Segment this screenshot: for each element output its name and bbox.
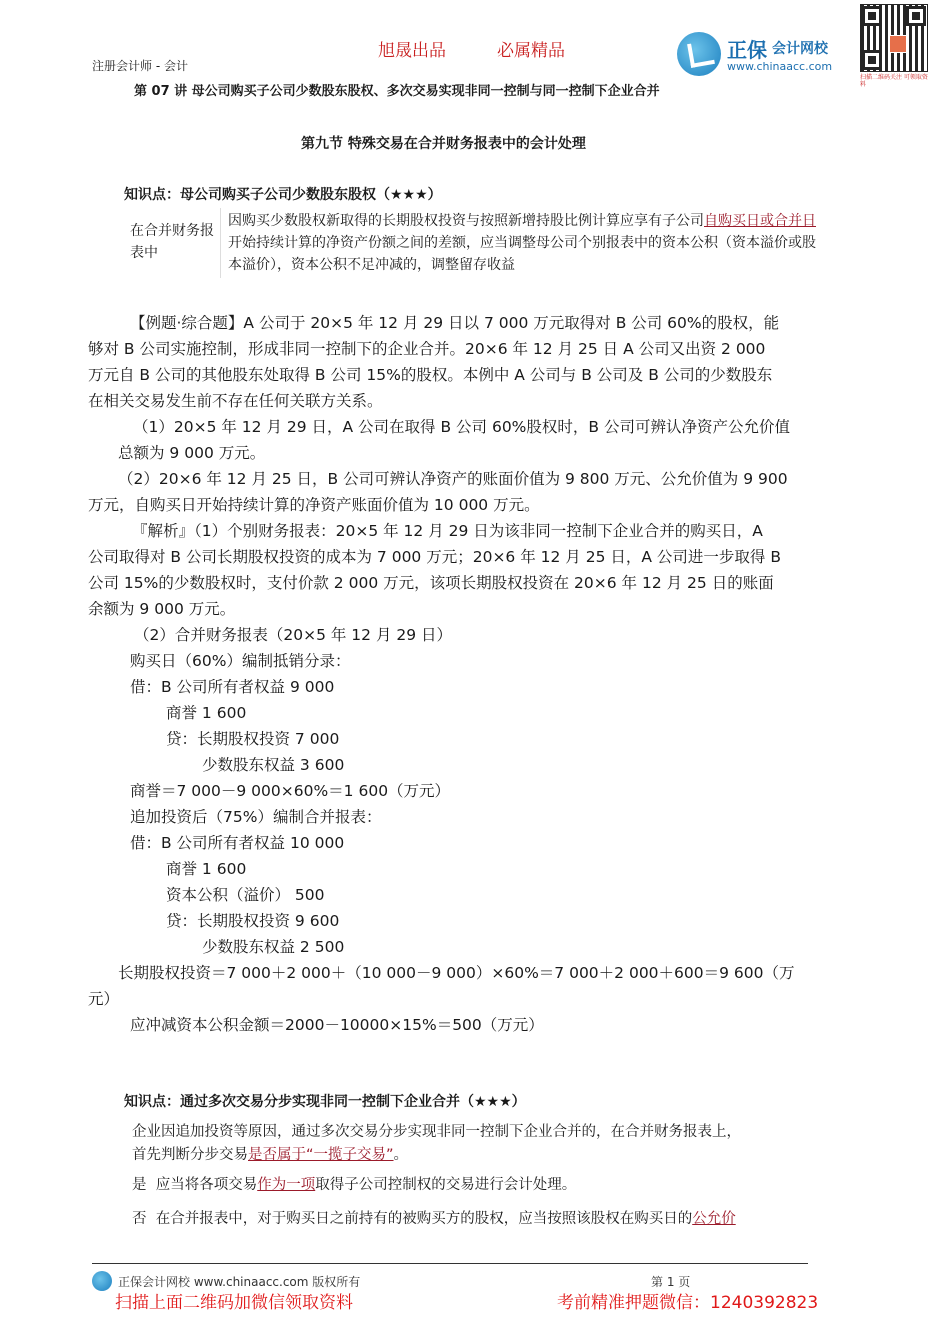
- calc-line: 元）: [88, 990, 120, 1008]
- entry-line: 借：B 公司所有者权益 9 000: [130, 678, 335, 696]
- logo-subname: 会计网校: [772, 41, 828, 57]
- entry-line: 商誉 1 600: [166, 860, 247, 878]
- footer-divider: [92, 1263, 808, 1264]
- rule-table-label: 在合并财务报表中: [130, 223, 214, 261]
- kp2-no-row: 否 在合并报表中，对于购买日之前持有的被购买方的股权，应当按照该股权在购买日的公允价: [132, 1211, 736, 1227]
- rule-highlight: 自购买日或合并日: [704, 213, 816, 229]
- header-slogan-right: 必属精品: [497, 41, 565, 61]
- qr-code[interactable]: [860, 4, 928, 88]
- logo-url: www.chinaacc.com: [727, 60, 833, 73]
- rule-table-content: [228, 210, 828, 276]
- header-subject: 注册会计师 - 会计: [92, 59, 188, 73]
- yes-label: 是: [132, 1177, 147, 1193]
- example-line: 够对 B 公司实施控制，形成非同一控制下的企业合并。20×6 年 12 月 25 日 A 公司又出资 2 000: [88, 340, 766, 358]
- calc-line: 应冲减资本公积金额＝2000－10000×15%＝500（万元）: [130, 1016, 544, 1034]
- solution-line: 公司取得对 B 公司长期股权投资的成本为 7 000 万元；20×6 年 12 月 25 日，A 公司进一步取得 B: [88, 548, 781, 566]
- qr-caption: 扫描二维码关注 可领取资料: [860, 74, 928, 88]
- example-line: 万元，自购买日开始持续计算的净资产账面价值为 10 000 万元。: [88, 496, 540, 514]
- knowledge-point-title: 知识点：母公司购买子公司少数股东股权（★★★）: [124, 187, 442, 203]
- rule-text-continued: 开始持续计算的净资产份额之间的差额，应当调整母公司个别报表中的资本公积（资本溢价或股本溢价），资本公积不足冲减的，调整留存收益: [228, 235, 816, 273]
- entry-line: 少数股东权益 2 500: [202, 938, 345, 956]
- knowledge-point-title: 知识点：通过多次交易分步实现非同一控制下企业合并（★★★）: [124, 1094, 526, 1110]
- footer-logo-icon: [92, 1271, 112, 1291]
- solution-line: 公司 15%的少数股权时，支付价款 2 000 万元，该项长期股权投资在 20×6 年 12 月 25 日的账面: [88, 574, 774, 592]
- solution-line: （2）合并财务报表（20×5 年 12 月 29 日）: [134, 626, 453, 644]
- entry-line: 少数股东权益 3 600: [202, 756, 345, 774]
- no-highlight: 公允价: [692, 1211, 736, 1227]
- footer-scan-note: 扫描上面二维码加微信领取资料: [115, 1293, 353, 1313]
- page-number: 第 1 页: [651, 1275, 691, 1289]
- brand-logo[interactable]: [677, 30, 855, 80]
- example-line: （1）20×5 年 12 月 29 日，A 公司在取得 B 公司 60%股权时，B 公司可辨认净资产公允价值: [133, 418, 790, 436]
- example-line: 在相关交易发生前不存在任何关联方关系。: [88, 392, 383, 410]
- kp2-intro-line: 首先判断分步交易是否属于“一揽子交易”。: [132, 1147, 409, 1163]
- logo-name: 正保: [727, 38, 767, 62]
- entry-line: 商誉＝7 000－9 000×60%＝1 600（万元）: [130, 782, 451, 800]
- footer-wechat-note: 考前精准押题微信：1240392823: [557, 1293, 819, 1313]
- entry-line: 商誉 1 600: [166, 704, 247, 722]
- qr-code-icon: [860, 4, 928, 72]
- entry-line: 购买日（60%）编制抵销分录：: [130, 652, 351, 670]
- kp2-intro-line: 企业因追加投资等原因，通过多次交易分步实现非同一控制下企业合并的，在合并财务报表上，: [132, 1124, 741, 1140]
- entry-line: 贷：长期股权投资 9 600: [166, 912, 340, 930]
- logo-emblem-icon: [677, 32, 721, 76]
- example-line: 万元自 B 公司的其他股东处取得 B 公司 15%的股权。本例中 A 公司与 B 公司及 B 公司的少数股东: [88, 366, 773, 384]
- no-label: 否: [132, 1211, 147, 1227]
- rule-text: 因购买少数股权新取得的长期股权投资与按照新增持股比例计算应享有子公司: [228, 213, 704, 229]
- section-title: 第九节 特殊交易在合并财务报表中的会计处理: [301, 136, 586, 152]
- example-line: 【例题·综合题】A 公司于 20×5 年 12 月 29 日以 7 000 万元取得对 B 公司 60%的股权，能: [130, 314, 780, 332]
- entry-line: 借：B 公司所有者权益 10 000: [130, 834, 345, 852]
- yes-highlight: 作为一项: [257, 1177, 316, 1193]
- solution-line: 余额为 9 000 万元。: [88, 600, 236, 618]
- solution-line: 『解析』（1）个别财务报表：20×5 年 12 月 29 日为该非同一控制下企业合并的购买日，A: [132, 522, 763, 540]
- entry-line: 贷：长期股权投资 7 000: [166, 730, 340, 748]
- calc-line: 长期股权投资＝7 000＋2 000＋（10 000－9 000）×60%＝7 000＋2 000＋600＝9 600（万: [118, 964, 795, 982]
- example-line: （2）20×6 年 12 月 25 日，B 公司可辨认净资产的账面价值为 9 800 万元、公允价值为 9 900: [118, 470, 788, 488]
- kp2-yes-row: 是 应当将各项交易作为一项取得子公司控制权的交易进行会计处理。: [132, 1177, 577, 1193]
- kp2-highlight: 是否属于“一揽子交易”: [248, 1147, 394, 1163]
- rule-table: [120, 208, 840, 278]
- footer-copyright: 正保会计网校 www.chinaacc.com 版权所有: [118, 1275, 361, 1289]
- lecture-title: 第 07 讲 母公司购买子公司少数股东股权、多次交易实现非同一控制与同一控制下企业合并: [134, 84, 660, 99]
- header-slogan-left: 旭晟出品: [378, 41, 446, 61]
- entry-line: 追加投资后（75%）编制合并报表：: [130, 808, 382, 826]
- entry-line: 资本公积（溢价） 500: [166, 886, 325, 904]
- example-line: 总额为 9 000 万元。: [118, 444, 266, 462]
